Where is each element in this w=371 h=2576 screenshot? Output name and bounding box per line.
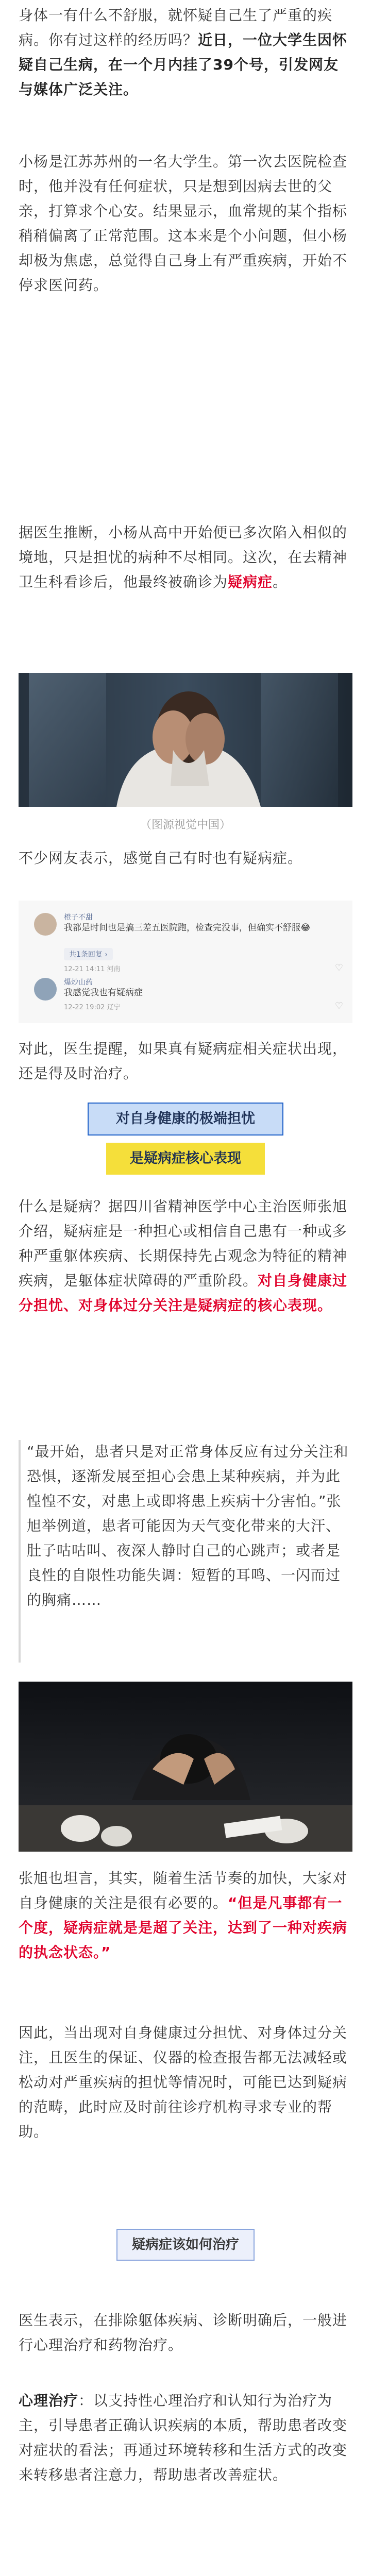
treatment-intro-text: 医生表示，在排除躯体疾病、诊断明确后，一般进行心理治疗和药物治疗。 bbox=[19, 2312, 348, 2353]
psychotherapy-label: 心理治疗 bbox=[19, 2392, 79, 2409]
paragraph-diagnosis bbox=[19, 520, 352, 595]
quote-symptoms bbox=[27, 1439, 352, 1613]
like-icon[interactable]: ♡ bbox=[334, 962, 343, 973]
comments-screenshot bbox=[19, 901, 352, 1023]
psychotherapy-text: ：以支持性心理治疗和认知行为治疗为主，引导患者正确认识疾病的本质，帮助患者改变对症状的看法；再通过环境转移和生活方式的改变来转移患者注意力，帮助患者改善症状。 bbox=[19, 2392, 348, 2483]
definition-text: 什么是疑病？据四川省精神医学中心主治医师张旭介绍，疑病症是一种担心或相信自己患有一种或多种严重躯体疾病、长期保持先占观念为特征的精神疾病，是躯体症状障碍的严重阶段。 bbox=[19, 1198, 348, 1289]
paragraph-doctor-advice bbox=[19, 1037, 352, 1086]
diagnosis-text: 据医生推断，小杨从高中开始便已多次陷入相似的境地，只是担忧的病种不尽相同。这次，在去精神卫生科看诊后，他最终被确诊为 bbox=[19, 524, 348, 590]
attention-highlight: “但是凡事都有一个度，疑病症就是是超了关注，达到了一种对疾病的执念状态。” bbox=[19, 1894, 348, 1961]
paragraph-story bbox=[19, 149, 352, 298]
comment-time: 12-22 19:02 辽宁 bbox=[64, 1004, 121, 1011]
seek-help-text: 因此，当出现对自身健康过分担忧、对身体过分关注，且医生的保证、仪器的检查报告都无法减轻或松动对严重疾病的担忧等情况时，可能已达到疑病的范畴，此时应及时前往诊疗机构寻求专业的帮助。 bbox=[19, 2024, 348, 2140]
paragraph-definition bbox=[19, 1194, 352, 1318]
intro-highlight: 近日，一位大学生因怀疑自己生病，在一个月内挂了39个号，引发网友与媒体广泛关注。 bbox=[19, 31, 348, 98]
photo-stressed-person-image bbox=[19, 1682, 352, 1852]
paragraph-attention bbox=[19, 1866, 352, 1965]
avatar bbox=[34, 913, 57, 936]
avatar bbox=[34, 978, 57, 1001]
attention-text: 张旭也坦言，其实，随着生活节奏的加快，大家对自身健康的关注是很有必要的。 bbox=[19, 1870, 348, 1911]
comment-author: 橙子不甜 bbox=[64, 913, 93, 922]
comment-time: 12-21 14:11 河南 bbox=[64, 965, 121, 973]
section-heading-bottom: 是疑病症核心表现 bbox=[106, 1143, 265, 1175]
comment-author: 爆炒山药 bbox=[64, 978, 93, 987]
intro-text: 身体一有什么不舒服，就怀疑自己生了严重的疾病。你有过这样的经历吗？ bbox=[19, 7, 333, 48]
quote-bar bbox=[19, 1440, 21, 1663]
section-heading-treatment: 疑病症该如何治疗 bbox=[116, 2229, 255, 2261]
comment-text: 我感觉我也有疑病症 bbox=[64, 988, 143, 998]
paragraph-netizens bbox=[19, 846, 352, 871]
photo-stressed-person bbox=[19, 1682, 352, 1852]
paragraph-treatment-intro bbox=[19, 2308, 352, 2358]
photo-caption: （图源视觉中国） bbox=[140, 819, 231, 832]
photo-worried-man bbox=[19, 673, 352, 807]
doctor-advice-text: 对此，医生提醒，如果真有疑病症相关症状出现，还是得及时治疗。 bbox=[19, 1040, 348, 1082]
paragraph-seek-help bbox=[19, 2021, 352, 2144]
section-heading-top: 对自身健康的极端担忧 bbox=[88, 1103, 283, 1136]
comment-item bbox=[34, 978, 343, 1014]
comment-item bbox=[34, 913, 343, 973]
paragraph-intro bbox=[19, 3, 352, 102]
paragraph-psychotherapy bbox=[19, 2388, 352, 2487]
netizens-text: 不少网友表示，感觉自己有时也有疑病症。 bbox=[19, 850, 303, 867]
photo-worried-man-image bbox=[19, 673, 352, 807]
definition-highlight: 对自身健康过分担忧、对身体过分关注是疑病症的核心表现。 bbox=[19, 1272, 348, 1314]
like-icon[interactable]: ♡ bbox=[334, 1001, 343, 1011]
diagnosis-highlight: 疑病症 bbox=[228, 573, 273, 590]
reply-count-link[interactable]: 共1条回复 › bbox=[64, 948, 113, 960]
section-heading-core-symptom bbox=[88, 1103, 283, 1179]
comment-text: 我都是时间也是搞三差五医院跑，检查完没事，但确实不舒服😂 bbox=[64, 923, 311, 933]
diagnosis-period: 。 bbox=[273, 573, 288, 590]
quote-text: “最开始，患者只是对正常身体反应有过分关注和恐惧，逐渐发展至担心会患上某种疾病，并为此惶惶不安，对患上或即将患上疾病十分害怕。”张旭举例道，患者可能因为天气变化带来的大汗、肚子咕咕叫、夜深人静时自己的心跳声；或者是良性的自限性功能失调：短暂的耳鸣、一闪而过的胸痛…… bbox=[27, 1443, 349, 1608]
story-text: 小杨是江苏苏州的一名大学生。第一次去医院检查时，他并没有任何症状，只是想到因病去世的父亲，打算求个心安。结果显示，血常规的某个指标稍稍偏离了正常范围。这本来是个小问题，但小杨却极为焦虑，总觉得自己身上有严重疾病，开始不停求医问药。 bbox=[19, 153, 348, 294]
